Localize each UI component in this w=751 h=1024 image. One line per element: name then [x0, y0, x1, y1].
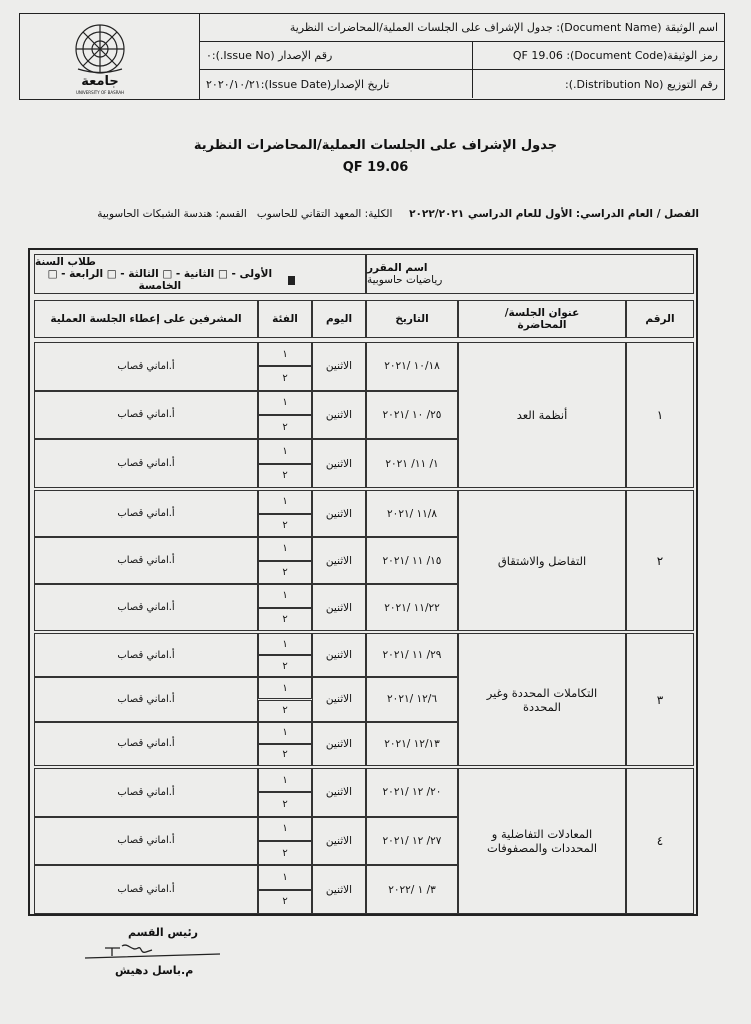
session-day: الاثنين — [312, 865, 366, 914]
year-options-row — [35, 268, 295, 292]
session-number: ٤ — [626, 768, 694, 914]
group-1: ١ — [258, 768, 312, 792]
group-2: ٢ — [258, 744, 312, 766]
group-1: ١ — [258, 391, 312, 415]
signature-role: رئيس القسم — [128, 926, 198, 939]
logo-subtitle: UNIVERSITY OF BASRAH — [75, 90, 125, 95]
supervisor-name: أ.اماني قصاب — [34, 865, 258, 914]
session-date: ٢٥/ ١٠ /٢٠٢١ — [366, 391, 458, 440]
form-code: QF 19.06 — [342, 160, 409, 175]
session-day: الاثنين — [312, 584, 366, 631]
supervisor-name: أ.اماني قصاب — [34, 677, 258, 721]
session-number: ١ — [626, 342, 694, 488]
department-info: القسم: هندسة الشبكات الحاسوبية — [97, 208, 247, 220]
session-number: ٣ — [626, 633, 694, 766]
col-num: الرقم — [626, 300, 694, 338]
session-date: ٢٧/ ١٢ /٢٠٢١ — [366, 817, 458, 866]
supervisor-name: أ.اماني قصاب — [34, 342, 258, 391]
session-date: ١٢/١٣ /٢٠٢١ — [366, 722, 458, 766]
header-row-distribution — [200, 70, 724, 98]
session-date: ٢٠/ ١٢ /٢٠٢١ — [366, 768, 458, 817]
col-group: الفئة — [258, 300, 312, 338]
session-day: الاثنين — [312, 490, 366, 537]
session-date: ١٥/ ١١ /٢٠٢١ — [366, 537, 458, 584]
session-date: ١٢/٦ /٢٠٢١ — [366, 677, 458, 721]
supervisor-name: أ.اماني قصاب — [34, 584, 258, 631]
semester-info: الفصل / العام الدراسي: الأول للعام الدراسي ٢٠٢٢/٢٠٢١ — [409, 208, 699, 220]
page-title: جدول الإشراف على الجلسات العملية/المحاضرات النظرية — [193, 138, 558, 153]
session-day: الاثنين — [312, 342, 366, 391]
group-2: ٢ — [258, 415, 312, 439]
supervisor-name: أ.اماني قصاب — [34, 537, 258, 584]
supervisor-name: أ.اماني قصاب — [34, 817, 258, 866]
session-date: ١١/٢٢ /٢٠٢١ — [366, 584, 458, 631]
distribution-no: رقم التوزيع (Distribution No.): — [565, 77, 718, 91]
supervisor-name: أ.اماني قصاب — [34, 439, 258, 488]
group-1: ١ — [258, 677, 312, 699]
session-title: المعادلات التفاضلية و المحددات والمصفوفات — [458, 768, 626, 914]
session-date: ١١/٨ /٢٠٢١ — [366, 490, 458, 537]
group-2: ٢ — [258, 608, 312, 632]
supervisor-name: أ.اماني قصاب — [34, 633, 258, 677]
group-1: ١ — [258, 817, 312, 841]
session-number: ٢ — [626, 490, 694, 631]
logo-cell — [20, 14, 200, 99]
group-1: ١ — [258, 490, 312, 514]
col-date: التاريخ — [366, 300, 458, 338]
course-name: رياضيات حاسوبية — [367, 274, 443, 286]
session-date: ٢٩/ ١١ /٢٠٢١ — [366, 633, 458, 677]
group-1: ١ — [258, 584, 312, 608]
supervisor-name: أ.اماني قصاب — [34, 391, 258, 440]
session-day: الاثنين — [312, 633, 366, 677]
supervisor-name: أ.اماني قصاب — [34, 768, 258, 817]
group-2: ٢ — [258, 464, 312, 488]
session-date: ٣/ ١ /٢٠٢٢ — [366, 865, 458, 914]
handwritten-signature — [80, 938, 230, 964]
group-1: ١ — [258, 722, 312, 744]
group-2: ٢ — [258, 561, 312, 585]
group-1: ١ — [258, 439, 312, 463]
session-day: الاثنين — [312, 817, 366, 866]
session-day: الاثنين — [312, 537, 366, 584]
group-2: ٢ — [258, 655, 312, 677]
info-line — [97, 208, 699, 220]
signature-name: م.باسل دهيش — [115, 964, 194, 977]
college-info: الكلية: المعهد التقاني للحاسوب — [256, 208, 393, 220]
header-row-doc-name — [200, 14, 724, 42]
document-header — [19, 13, 725, 100]
session-day: الاثنين — [312, 768, 366, 817]
issue-date: تاريخ الإصدار(Issue Date):٢٠٢٠/١٠/٢١ — [206, 77, 390, 91]
session-day: الاثنين — [312, 722, 366, 766]
year-checkbox-checked[interactable] — [288, 276, 295, 285]
doc-name: اسم الوثيقة (Document Name): جدول الإشراف على الجلسات العملية/المحاضرات النظرية — [289, 21, 718, 34]
supervisor-name: أ.اماني قصاب — [34, 490, 258, 537]
session-date: ١٠/١٨ /٢٠٢١ — [366, 342, 458, 391]
col-supervisors: المشرفين على إعطاء الجلسة العملية — [34, 300, 258, 338]
group-2: ٢ — [258, 792, 312, 816]
year-cell — [34, 254, 366, 294]
doc-code: رمز الوثيقة(Document Code): QF 19.06 — [512, 49, 718, 62]
session-title: التكاملات المحددة وغير المحددة — [458, 633, 626, 766]
group-2: ٢ — [258, 841, 312, 865]
group-1: ١ — [258, 537, 312, 561]
session-title: أنظمة العد — [458, 342, 626, 488]
session-day: الاثنين — [312, 439, 366, 488]
session-day: الاثنين — [312, 391, 366, 440]
group-1: ١ — [258, 342, 312, 366]
schedule-table — [28, 248, 698, 916]
year-options: الأولى - □ الثانية - □ الثالثة - □ الرابعة - □ الخامسة — [47, 268, 273, 292]
group-2: ٢ — [258, 366, 312, 390]
session-date: ١/ ١١/ ٢٠٢١ — [366, 439, 458, 488]
group-1: ١ — [258, 633, 312, 655]
supervisor-name: أ.اماني قصاب — [34, 722, 258, 766]
col-title: عنوان الجلسة/المحاضرة — [458, 300, 626, 338]
course-cell — [366, 254, 694, 294]
session-day: الاثنين — [312, 677, 366, 721]
logo-text: جامعة — [81, 74, 119, 89]
session-title: التفاضل والاشتقاق — [458, 490, 626, 631]
col-day: اليوم — [312, 300, 366, 338]
group-2: ٢ — [258, 890, 312, 914]
group-1: ١ — [258, 865, 312, 889]
course-label: اسم المقرر — [367, 262, 428, 274]
year-label: طلاب السنة — [35, 256, 96, 268]
group-2: ٢ — [258, 700, 312, 722]
issue-no: رقم الإصدار (Issue No.):٠ — [206, 49, 333, 62]
header-row-code — [200, 42, 724, 70]
group-2: ٢ — [258, 514, 312, 538]
